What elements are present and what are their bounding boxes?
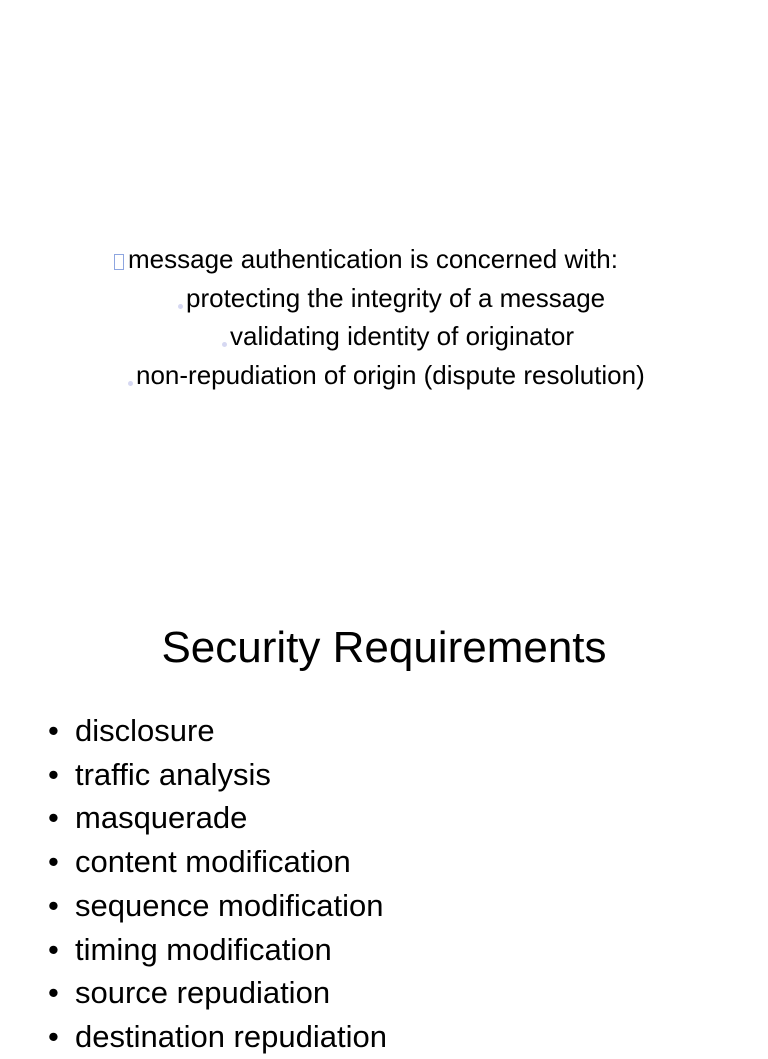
auth-point	[222, 321, 574, 351]
missing-glyph-icon	[114, 254, 124, 270]
list-item-text: timing modification	[75, 931, 332, 967]
bullet-icon: •	[48, 713, 59, 748]
bullet-icon: •	[48, 844, 59, 880]
list-item	[48, 840, 387, 884]
bullet-icon: •	[48, 975, 59, 1011]
bullet-dot-icon	[128, 381, 133, 386]
list-item	[48, 971, 387, 1015]
list-item	[48, 1015, 387, 1059]
list-item-text: content modification	[75, 844, 351, 880]
bullet-dot-icon	[178, 304, 183, 309]
list-item-text: masquerade	[75, 800, 248, 836]
security-requirements-list	[48, 709, 387, 1059]
list-item-text: disclosure	[75, 713, 215, 748]
auth-heading-line	[114, 244, 618, 274]
auth-heading: message authentication is concerned with:	[128, 244, 618, 274]
list-item	[48, 928, 387, 972]
list-item-text: source repudiation	[75, 975, 331, 1011]
list-item-text: sequence modification	[75, 887, 384, 923]
auth-point	[178, 283, 605, 313]
auth-point-text: protecting the integrity of a message	[186, 283, 606, 313]
list-item	[48, 796, 387, 840]
bullet-icon: •	[48, 800, 59, 836]
bullet-icon: •	[48, 756, 59, 792]
bullet-icon: •	[48, 887, 59, 923]
security-requirements-title: Security Requirements	[161, 623, 607, 672]
list-item	[48, 753, 387, 797]
list-item-text: destination repudiation	[75, 1018, 387, 1054]
bullet-icon: •	[48, 1018, 59, 1054]
auth-point-text: non-repudiation of origin (dispute resolution)	[136, 360, 645, 390]
auth-point	[128, 360, 645, 390]
bullet-icon: •	[48, 931, 59, 967]
bullet-dot-icon	[222, 342, 227, 347]
list-item-text: traffic analysis	[75, 756, 271, 792]
list-item	[48, 709, 387, 753]
list-item	[48, 884, 387, 928]
auth-point-text: validating identity of originator	[230, 321, 574, 351]
